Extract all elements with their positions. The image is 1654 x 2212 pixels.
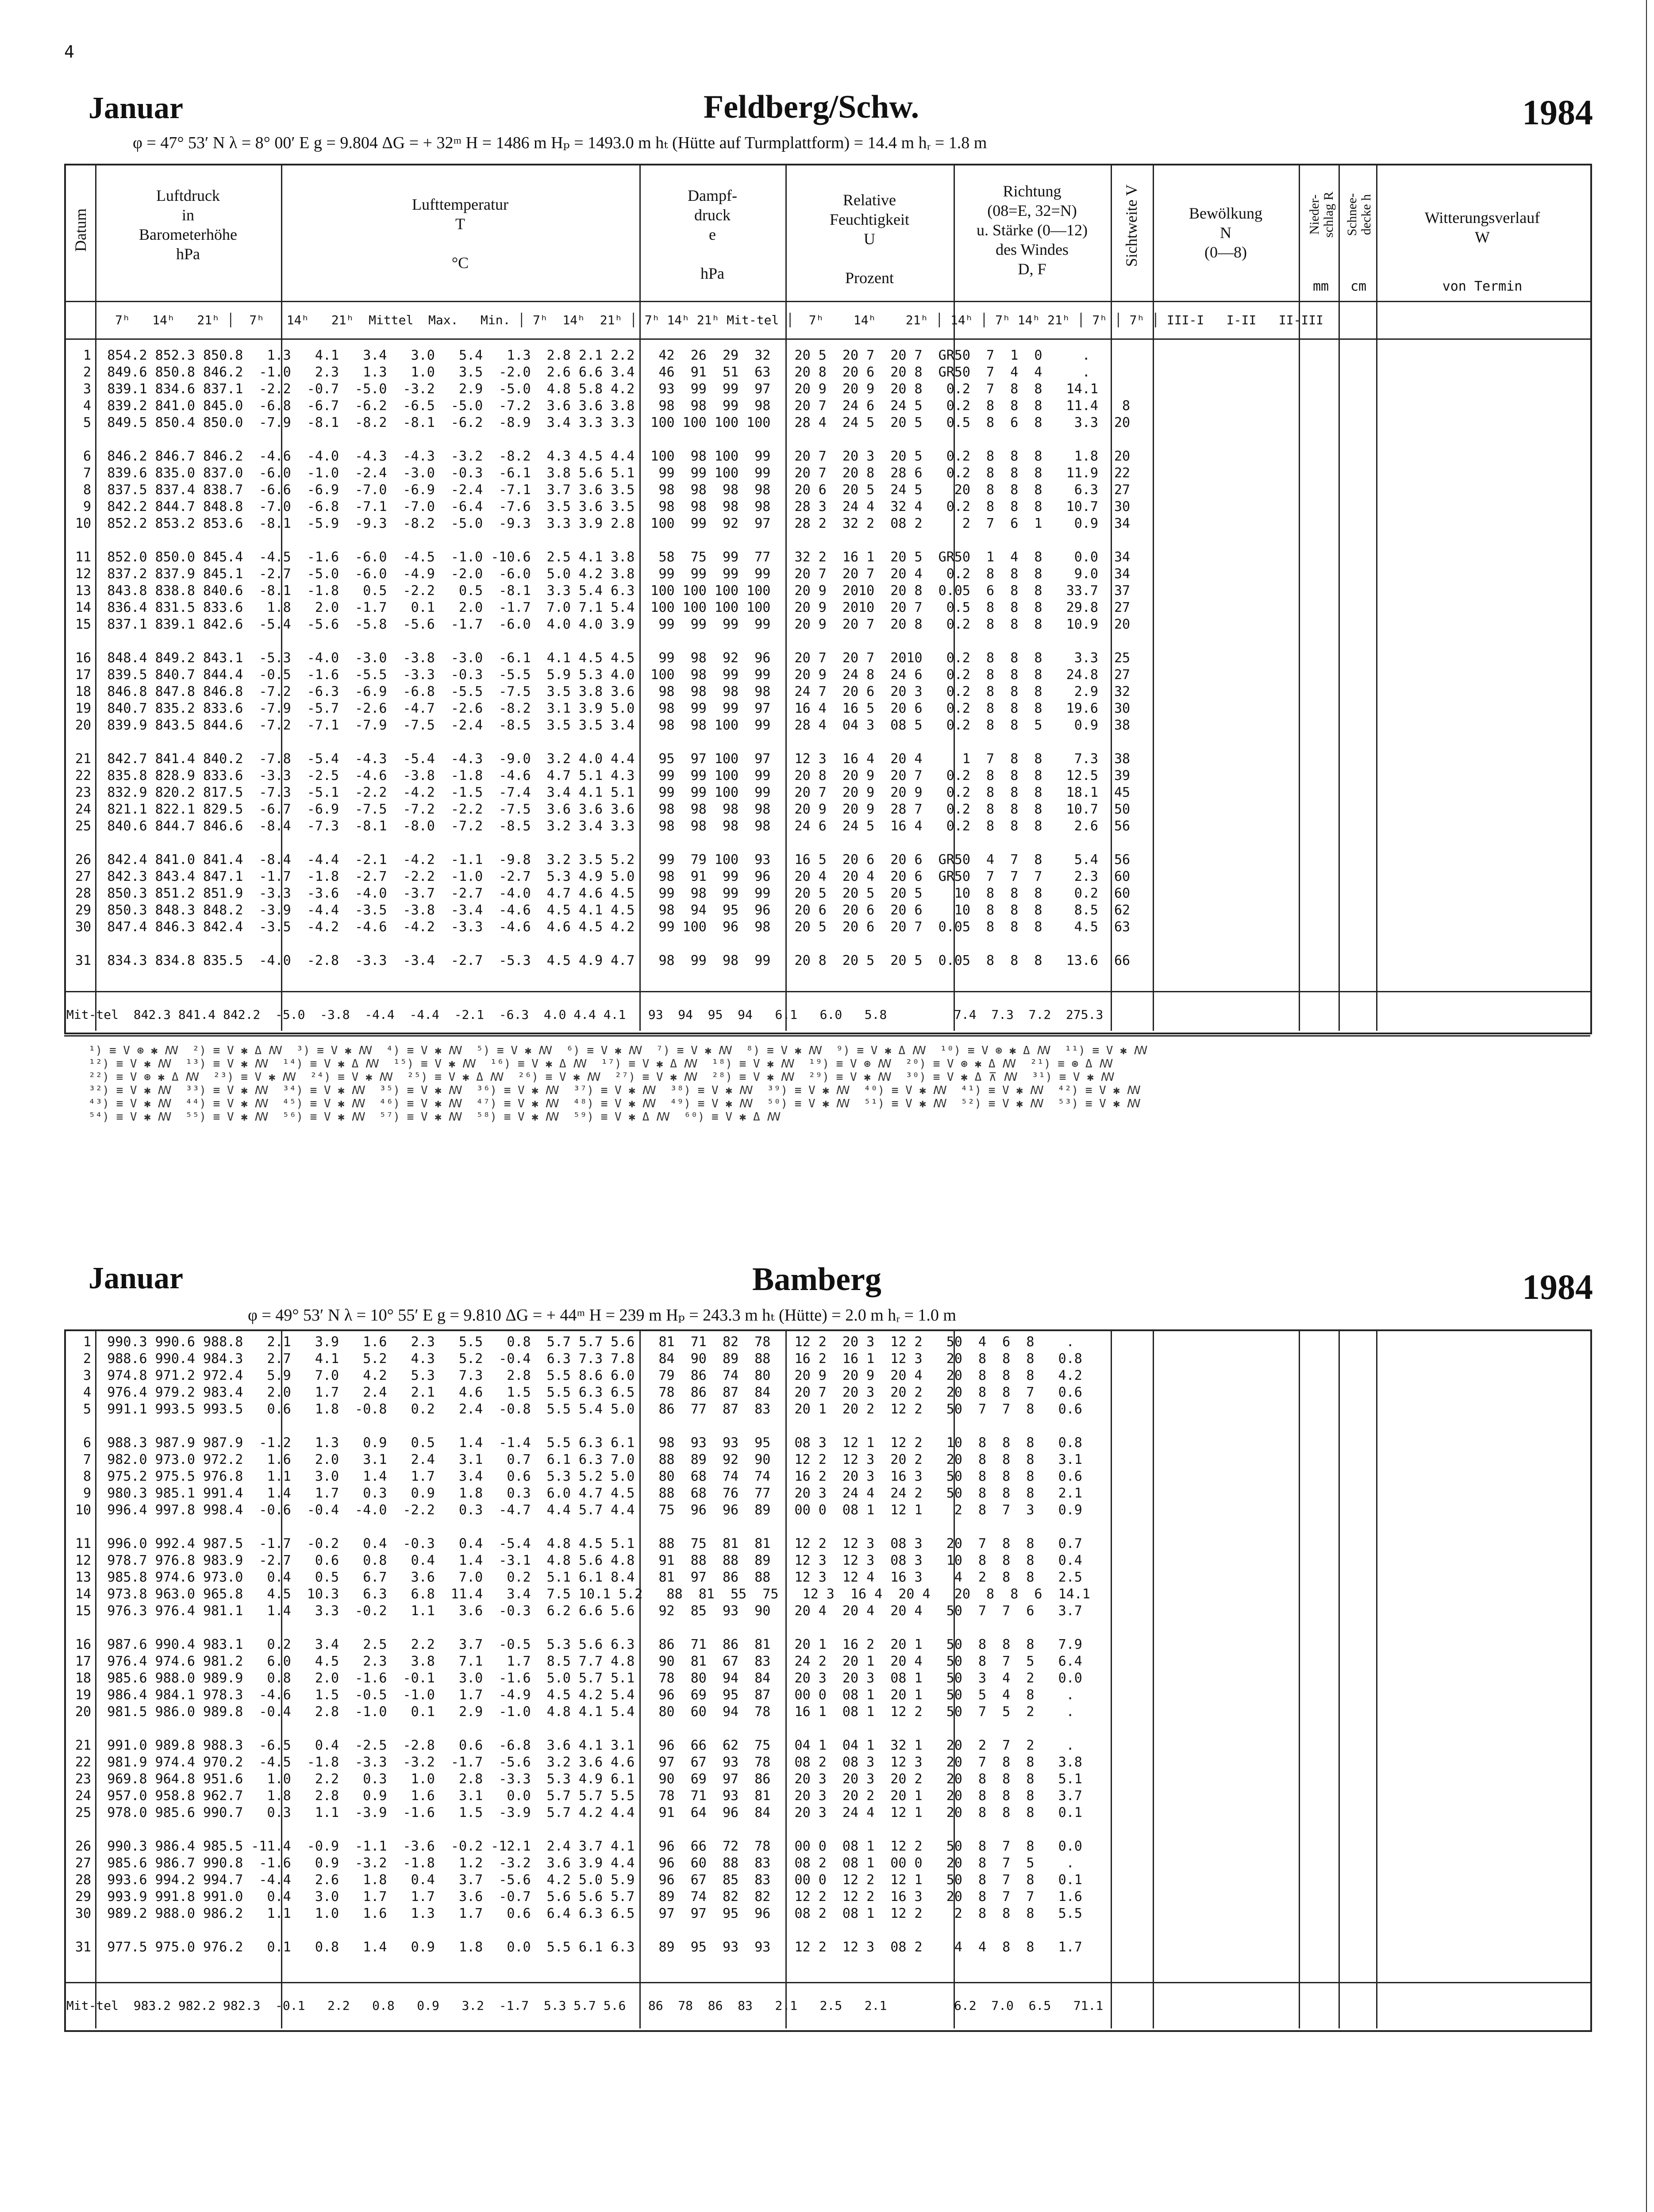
table-row: 3 839.1 834.6 837.1 -2.2 -0.7 -5.0 -3.2 2.9 -5.0 4.8 5.8 4.2 93 99 99 97 20 9 20 9 20 8 0.2 7 8 8 14.1 bbox=[75, 381, 1098, 397]
header-bewoelkung: Bewölkung N (0—8) bbox=[1189, 204, 1262, 261]
table-row bbox=[75, 431, 1130, 448]
table-row: 7 982.0 973.0 972.2 1.6 2.0 3.1 2.4 3.1 0.7 6.1 6.3 7.0 88 89 92 90 12 2 12 3 20 2 20 8 8 8 3.1 bbox=[75, 1452, 1082, 1467]
header-schnee: Schnee- decke h bbox=[1345, 193, 1373, 236]
feldberg-header-line bbox=[64, 301, 1590, 302]
feldberg-year: 1984 bbox=[1522, 93, 1593, 132]
unit-cm: cm bbox=[1350, 279, 1367, 294]
table-row: 27 985.6 986.7 990.8 -1.6 0.9 -3.2 -1.8 1.2 -3.2 3.6 3.9 4.4 96 60 88 83 08 2 08 1 00 0 20 8 7 5 . bbox=[75, 1855, 1074, 1871]
table-row: 12 837.2 837.9 845.1 -2.7 -5.0 -6.0 -4.9 -2.0 -6.0 5.0 4.2 3.8 99 99 99 99 20 7 20 7 20 4 0.2 8 8 8 9.0 34 bbox=[75, 566, 1131, 582]
table-row: 23 969.8 964.8 951.6 1.0 2.2 0.3 1.0 2.8 -3.3 5.3 4.9 6.1 90 69 97 86 20 3 20 3 20 2 20 8 8 8 5.1 bbox=[75, 1771, 1082, 1787]
table-row: 23 832.9 820.2 817.5 -7.3 -5.1 -2.2 -4.2 -1.5 -7.4 3.4 4.1 5.1 99 99 100 99 20 7 20 9 20 9 0.2 8 8 8 18.1 45 bbox=[75, 785, 1131, 800]
footnote-line: ¹²) ≡ V ✱ ꟿ ¹³) ≡ V ✱ ꟿ ¹⁴) ≡ V ✱ Δ ꟿ ¹⁵) ≡ V ✱ ꟿ ¹⁶) ≡ V ✱ Δ ꟿ ¹⁷) ≡ V ✱ Δ ꟿ ¹⁸) ≡ V ✱ ꟿ ¹⁹) ≡ V ⊛ ꟿ ²⁰) ≡ V ⊛ ✱ Δ ꟿ ²¹) ≡ ⊛ Δ ꟿ bbox=[88, 1057, 1113, 1071]
table-row bbox=[75, 1418, 1090, 1435]
table-row: 6 846.2 846.7 846.2 -4.6 -4.0 -4.3 -4.3 -3.2 -8.2 4.3 4.5 4.4 100 98 100 99 20 7 20 3 20 5 0.2 8 8 8 1.8 20 bbox=[75, 449, 1131, 464]
header-sicht: Sichtweite V bbox=[1123, 184, 1140, 267]
table-row: 13 985.8 974.6 973.0 0.4 0.5 6.7 3.6 7.0 0.2 5.1 6.1 8.4 81 97 86 88 12 3 12 4 16 3 4 2 8 8 2.5 bbox=[75, 1570, 1082, 1585]
table-row: 1 854.2 852.3 850.8 1.3 4.1 3.4 3.0 5.4 1.3 2.8 2.1 2.2 42 26 29 32 20 5 20 7 20 7 GR50 7 1 0 . bbox=[75, 348, 1090, 363]
col-sep bbox=[1376, 1329, 1377, 2028]
table-row: 10 852.2 853.2 853.6 -8.1 -5.9 -9.3 -8.2 -5.0 -9.3 3.3 3.9 2.8 100 99 92 97 28 2 32 2 08 2 2 7 6 1 0.9 34 bbox=[75, 516, 1131, 531]
col-sep bbox=[1299, 1329, 1300, 2028]
footnote-line: ¹) ≡ V ⊛ ✱ ꟿ ²) ≡ V ✱ Δ ꟿ ³) ≡ V ✱ ꟿ ⁴) ≡ V ✱ ꟿ ⁵) ≡ V ✱ ꟿ ⁶) ≡ V ✱ ꟿ ⁷) ≡ V ✱ ꟿ ⁸) ≡ V ✱ ꟿ ⁹) ≡ V ✱ Δ ꟿ ¹⁰) ≡ V ⊛ ✱ Δ ꟿ ¹¹) ≡ V ✱ ꟿ bbox=[88, 1044, 1148, 1057]
table-row: 11 852.0 850.0 845.4 -4.5 -1.6 -6.0 -4.5 -1.0 -10.6 2.5 4.1 3.8 58 75 99 77 32 2 16 1 20 5 GR50 1 4 8 0.0 34 bbox=[75, 549, 1131, 565]
table-row: 5 849.5 850.4 850.0 -7.9 -8.1 -8.2 -8.1 -6.2 -8.9 3.4 3.3 3.3 100 100 100 100 28 4 24 5 20 5 0.5 8 6 8 3.3 20 bbox=[75, 415, 1131, 430]
header-wetter: Witterungsverlauf W bbox=[1424, 209, 1540, 246]
table-row: 5 991.1 993.5 993.5 0.6 1.8 -0.8 0.2 2.4 -0.8 5.5 5.4 5.0 86 77 87 83 20 1 20 2 12 2 50 7 7 8 0.6 bbox=[75, 1402, 1082, 1417]
unit-mm: mm bbox=[1312, 279, 1329, 294]
table-row bbox=[75, 835, 1130, 852]
table-row: 11 996.0 992.4 987.5 -1.7 -0.2 0.4 -0.3 0.4 -5.4 4.8 4.5 5.1 88 75 81 81 12 2 12 3 08 3 20 7 8 8 0.7 bbox=[75, 1536, 1082, 1551]
page-edge-line bbox=[1646, 0, 1647, 2212]
col-sep bbox=[1339, 1329, 1340, 2028]
feldberg-footnote-line bbox=[64, 1035, 1590, 1037]
table-row: 2 988.6 990.4 984.3 2.7 4.1 5.2 4.3 5.2 -0.4 6.3 7.3 7.8 84 90 89 88 16 2 16 1 12 3 20 8 8 8 0.8 bbox=[75, 1351, 1082, 1367]
page-number: 4 bbox=[64, 42, 74, 61]
footnote-line: ⁴³) ≡ V ✱ ꟿ ⁴⁴) ≡ V ✱ ꟿ ⁴⁵) ≡ V ✱ ꟿ ⁴⁶) ≡ V ✱ ꟿ ⁴⁷) ≡ V ✱ ꟿ ⁴⁸) ≡ V ✱ ꟿ ⁴⁹) ≡ V ✱ ꟿ ⁵⁰) ≡ V ✱ ꟿ ⁵¹) ≡ V ✱ ꟿ ⁵²) ≡ V ✱ ꟿ ⁵³) ≡ V ✱ ꟿ bbox=[88, 1097, 1141, 1110]
table-row: 19 986.4 984.1 978.3 -4.6 1.5 -0.5 -1.0 1.7 -4.9 4.5 4.2 5.4 96 69 95 87 00 0 08 1 20 1 50 5 4 8 . bbox=[75, 1687, 1074, 1703]
feldberg-footnotes bbox=[88, 1044, 1148, 1124]
table-row: 7 839.6 835.0 837.0 -6.0 -1.0 -2.4 -3.0 -0.3 -6.1 3.8 5.6 5.1 99 99 100 99 20 7 20 8 28 6 0.2 8 8 8 11.9 22 bbox=[75, 465, 1131, 481]
feldberg-station: Feldberg/Schw. bbox=[704, 89, 919, 125]
header-feucht: Relative Feuchtigkeit U Prozent bbox=[830, 191, 909, 287]
header-wind: Richtung (08=E, 32=N) u. Stärke (0—12) des Windes D, F bbox=[977, 182, 1088, 278]
table-row bbox=[75, 734, 1130, 751]
von-termin: von Termin bbox=[1442, 279, 1523, 294]
bamberg-year: 1984 bbox=[1522, 1268, 1593, 1307]
bamberg-station: Bamberg bbox=[752, 1261, 881, 1298]
table-row bbox=[75, 1620, 1090, 1636]
table-row: 22 981.9 974.4 970.2 -4.5 -1.8 -3.3 -3.2 -1.7 -5.6 3.2 3.6 4.6 97 67 93 78 08 2 08 3 12 3 20 7 8 8 3.8 bbox=[75, 1755, 1082, 1770]
footnote-line: ⁵⁴) ≡ V ✱ ꟿ ⁵⁵) ≡ V ✱ ꟿ ⁵⁶) ≡ V ✱ ꟿ ⁵⁷) ≡ V ✱ ꟿ ⁵⁸) ≡ V ✱ ꟿ ⁵⁹) ≡ V ✱ Δ ꟿ ⁶⁰) ≡ V ✱ Δ ꟿ bbox=[88, 1110, 781, 1124]
header-temp: Lufttemperatur T °C bbox=[412, 196, 508, 272]
table-row: 14 973.8 963.0 965.8 4.5 10.3 6.3 6.8 11.4 3.4 7.5 10.1 5.2 88 81 55 75 12 3 16 4 20 4 20 8 8 6 14.1 bbox=[75, 1586, 1090, 1602]
table-row: 25 840.6 844.7 846.6 -8.4 -7.3 -8.1 -8.0 -7.2 -8.5 3.2 3.4 3.3 98 98 98 98 24 6 24 5 16 4 0.2 8 8 8 2.6 56 bbox=[75, 818, 1131, 834]
table-row: 30 989.2 988.0 986.2 1.1 1.0 1.6 1.3 1.7 0.6 6.4 6.3 6.5 97 97 95 96 08 2 08 1 12 2 2 8 8 8 5.5 bbox=[75, 1906, 1082, 1921]
table-row: 17 976.4 974.6 981.2 6.0 4.5 2.3 3.8 7.1 1.7 8.5 7.7 4.8 90 81 67 83 24 2 20 1 20 4 50 8 7 5 6.4 bbox=[75, 1654, 1082, 1669]
table-row: 21 991.0 989.8 988.3 -6.5 0.4 -2.5 -2.8 0.6 -6.8 3.6 4.1 3.1 96 66 62 75 04 1 04 1 32 1 20 2 7 2 . bbox=[75, 1738, 1074, 1753]
table-row: 20 981.5 986.0 989.8 -0.4 2.8 -1.0 0.1 2.9 -1.0 4.8 4.1 5.4 80 60 94 78 16 1 08 1 12 2 50 7 5 2 . bbox=[75, 1704, 1074, 1720]
feldberg-mittel: Mit-tel 842.3 841.4 842.2 -5.0 -3.8 -4.4 -4.4 -2.1 -6.3 4.0 4.4 4.1 93 94 95 94 6.1 6.0 5.8 7.4 7.3 7.2 275.3 bbox=[66, 1007, 1104, 1022]
feldberg-month: Januar bbox=[88, 91, 183, 125]
table-row: 15 976.3 976.4 981.1 1.4 3.3 -0.2 1.1 3.6 -0.3 6.2 6.6 5.6 92 85 93 90 20 4 20 4 20 4 50 7 7 6 3.7 bbox=[75, 1603, 1082, 1619]
header-dampf: Dampf- druck e hPa bbox=[688, 187, 737, 282]
table-row: 21 842.7 841.4 840.2 -7.8 -5.4 -4.3 -5.4 -4.3 -9.0 3.2 4.0 4.4 95 97 100 97 12 3 16 4 20 4 1 7 8 8 7.3 38 bbox=[75, 751, 1131, 767]
table-row: 24 957.0 958.8 962.7 1.8 2.8 0.9 1.6 3.1 0.0 5.7 5.7 5.5 78 71 93 81 20 3 20 2 20 1 20 8 8 8 3.7 bbox=[75, 1788, 1082, 1804]
bamberg-meta: φ = 49° 53′ N λ = 10° 55′ E g = 9.810 ΔG = + 44ᵐ H = 239 m Hₚ = 243.3 m hₜ (Hütte) = 2.0 m hᵣ = 1.0 m bbox=[248, 1306, 956, 1325]
col-sep bbox=[1153, 1329, 1154, 2028]
table-row: 6 988.3 987.9 987.9 -1.2 1.3 0.9 0.5 1.4 -1.4 5.5 6.3 6.1 98 93 93 95 08 3 12 1 12 2 10 8 8 8 0.8 bbox=[75, 1435, 1082, 1451]
header-nieder: Nieder- schlag R bbox=[1307, 191, 1336, 238]
table-row: 13 843.8 838.8 840.6 -8.1 -1.8 0.5 -2.2 0.5 -8.1 3.3 5.4 6.3 100 100 100 100 20 9 2010 20 8 0.05 6 8 8 33.7 37 bbox=[75, 583, 1131, 599]
table-row: 4 839.2 841.0 845.0 -6.8 -6.7 -6.2 -6.5 -5.0 -7.2 3.6 3.6 3.8 98 98 99 98 20 7 24 6 24 5 0.2 8 8 8 11.4 8 bbox=[75, 398, 1131, 414]
feldberg-subheaders: 7ʰ 14ʰ 21ʰ │ 7ʰ 14ʰ 21ʰ Mittel Max. Min. │ 7ʰ 14ʰ 21ʰ │ 7ʰ 14ʰ 21ʰ Mit-tel │ 7ʰ 14ʰ 21ʰ │ 14ʰ │ 7ʰ 14ʰ 21ʰ │ 7ʰ │ 7ʰ │ III-I I-II II-III bbox=[115, 313, 1323, 327]
feldberg-meta: φ = 47° 53′ N λ = 8° 00′ E g = 9.804 ΔG = + 32ᵐ H = 1486 m Hₚ = 1493.0 m hₜ (Hütte auf Turmplattform) = 14.4 m hᵣ = 1.8 m bbox=[133, 134, 987, 152]
feldberg-rows bbox=[75, 347, 1130, 969]
table-row: 8 837.5 837.4 838.7 -6.6 -6.9 -7.0 -6.9 -2.4 -7.1 3.7 3.6 3.5 98 98 98 98 20 6 20 5 24 5 20 8 8 8 6.3 27 bbox=[75, 482, 1131, 498]
bamberg-mittel-line bbox=[64, 1982, 1590, 1983]
feldberg-mittel-line bbox=[64, 991, 1590, 992]
table-row bbox=[75, 936, 1130, 952]
table-row: 18 846.8 847.8 846.8 -7.2 -6.3 -6.9 -6.8 -5.5 -7.5 3.5 3.8 3.6 98 98 98 98 24 7 20 6 20 3 0.2 8 8 8 2.9 32 bbox=[75, 684, 1131, 699]
table-row: 26 842.4 841.0 841.4 -8.4 -4.4 -2.1 -4.2 -1.1 -9.8 3.2 3.5 5.2 99 79 100 93 16 5 20 6 20 6 GR50 4 7 8 5.4 56 bbox=[75, 852, 1131, 868]
table-row: 8 975.2 975.5 976.8 1.1 3.0 1.4 1.7 3.4 0.6 5.3 5.2 5.0 80 68 74 74 16 2 20 3 16 3 50 8 8 8 0.6 bbox=[75, 1469, 1082, 1484]
col-sep bbox=[1299, 164, 1300, 1031]
col-sep bbox=[1153, 164, 1154, 1031]
header-luftdruck: Luftdruck in Barometerhöhe hPa bbox=[139, 187, 237, 263]
table-row: 26 990.3 986.4 985.5 -11.4 -0.9 -1.1 -3.6 -0.2 -12.1 2.4 3.7 4.1 96 66 72 78 00 0 08 1 12 2 50 8 7 8 0.0 bbox=[75, 1839, 1082, 1854]
table-row: 31 977.5 975.0 976.2 0.1 0.8 1.4 0.9 1.8 0.0 5.5 6.1 6.3 89 95 93 93 12 2 12 3 08 2 4 4 8 8 1.7 bbox=[75, 1939, 1082, 1955]
table-row: 9 842.2 844.7 848.8 -7.0 -6.8 -7.1 -7.0 -6.4 -7.6 3.5 3.6 3.5 98 98 98 98 28 3 24 4 32 4 0.2 8 8 8 10.7 30 bbox=[75, 499, 1131, 515]
table-row: 18 985.6 988.0 989.9 0.8 2.0 -1.6 -0.1 3.0 -1.6 5.0 5.7 5.1 78 80 94 84 20 3 20 3 08 1 50 3 4 2 0.0 bbox=[75, 1671, 1082, 1686]
table-row: 19 840.7 835.2 833.6 -7.9 -5.7 -2.6 -4.7 -2.6 -8.2 3.1 3.9 5.0 98 99 99 97 16 4 16 5 20 6 0.2 8 8 8 19.6 30 bbox=[75, 701, 1131, 716]
header-datum: Datum bbox=[72, 208, 89, 252]
bamberg-month: Januar bbox=[88, 1261, 183, 1295]
table-row: 9 980.3 985.1 991.4 1.4 1.7 0.3 0.9 1.8 0.3 6.0 4.7 4.5 88 68 76 77 20 3 24 4 24 2 50 8 8 8 2.1 bbox=[75, 1486, 1082, 1501]
table-row: 28 993.6 994.2 994.7 -4.4 2.6 1.8 0.4 3.7 -5.6 4.2 5.0 5.9 96 67 85 83 00 0 12 2 12 1 50 8 7 8 0.1 bbox=[75, 1872, 1082, 1888]
table-row: 29 850.3 848.3 848.2 -3.9 -4.4 -3.5 -3.8 -3.4 -4.6 4.5 4.1 4.5 98 94 95 96 20 6 20 6 20 6 10 8 8 8 8.5 62 bbox=[75, 902, 1131, 918]
table-row: 4 976.4 979.2 983.4 2.0 1.7 2.4 2.1 4.6 1.5 5.5 6.3 6.5 78 86 87 84 20 7 20 3 20 2 20 8 8 7 0.6 bbox=[75, 1385, 1082, 1400]
table-row: 15 837.1 839.1 842.6 -5.4 -5.6 -5.8 -5.6 -1.7 -6.0 4.0 4.0 3.9 99 99 99 99 20 9 20 7 20 8 0.2 8 8 8 10.9 20 bbox=[75, 617, 1131, 632]
table-row: 3 974.8 971.2 972.4 5.9 7.0 4.2 5.3 7.3 2.8 5.5 8.6 6.0 79 86 74 80 20 9 20 9 20 4 20 8 8 8 4.2 bbox=[75, 1368, 1082, 1383]
table-row: 10 996.4 997.8 998.4 -0.6 -0.4 -4.0 -2.2 0.3 -4.7 4.4 5.7 4.4 75 96 96 89 00 0 08 1 12 1 2 8 7 3 0.9 bbox=[75, 1502, 1082, 1518]
table-row: 25 978.0 985.6 990.7 0.3 1.1 -3.9 -1.6 1.5 -3.9 5.7 4.2 4.4 91 64 96 84 20 3 24 4 12 1 20 8 8 8 0.1 bbox=[75, 1805, 1082, 1820]
table-row bbox=[75, 1821, 1090, 1838]
table-row: 27 842.3 843.4 847.1 -1.7 -1.8 -2.7 -2.2 -1.0 -2.7 5.3 4.9 5.0 98 91 99 96 20 4 20 4 20 6 GR50 7 7 7 2.3 60 bbox=[75, 869, 1131, 884]
bamberg-rows bbox=[75, 1334, 1090, 1956]
col-sep bbox=[1376, 164, 1377, 1031]
table-row: 17 839.5 840.7 844.4 -0.5 -1.6 -5.5 -3.3 -0.3 -5.5 5.9 5.3 4.0 100 98 99 99 20 9 24 8 24 6 0.2 8 8 8 24.8 27 bbox=[75, 667, 1131, 683]
table-row: 20 839.9 843.5 844.6 -7.2 -7.1 -7.9 -7.5 -2.4 -8.5 3.5 3.5 3.4 98 98 100 99 28 4 04 3 08 5 0.2 8 8 5 0.9 38 bbox=[75, 718, 1131, 733]
table-row: 24 821.1 822.1 829.5 -6.7 -6.9 -7.5 -7.2 -2.2 -7.5 3.6 3.6 3.6 98 98 98 98 20 9 20 9 28 7 0.2 8 8 8 10.7 50 bbox=[75, 802, 1131, 817]
table-row: 22 835.8 828.9 833.6 -3.3 -2.5 -4.6 -3.8 -1.8 -4.6 4.7 5.1 4.3 99 99 100 99 20 8 20 9 20 7 0.2 8 8 8 12.5 39 bbox=[75, 768, 1131, 783]
table-row: 14 836.4 831.5 833.6 1.8 2.0 -1.7 0.1 2.0 -1.7 7.0 7.1 5.4 100 100 100 100 20 9 2010 20 7 0.5 8 8 8 29.8 27 bbox=[75, 600, 1131, 615]
bamberg-mittel: Mit-tel 983.2 982.2 982.3 -0.1 2.2 0.8 0.9 3.2 -1.7 5.3 5.7 5.6 86 78 86 83 2.1 2.5 2.1 6.2 7.0 6.5 71.1 bbox=[66, 1998, 1104, 2013]
table-row bbox=[75, 1720, 1090, 1737]
feldberg-subheader-line bbox=[64, 338, 1590, 340]
col-sep bbox=[1111, 1329, 1112, 2028]
table-row: 16 987.6 990.4 983.1 0.2 3.4 2.5 2.2 3.7 -0.5 5.3 5.6 6.3 86 71 86 81 20 1 16 2 20 1 50 8 8 8 7.9 bbox=[75, 1637, 1082, 1652]
footnote-line: ³²) ≡ V ✱ ꟿ ³³) ≡ V ✱ ꟿ ³⁴) ≡ V ✱ ꟿ ³⁵) ≡ V ✱ ꟿ ³⁶) ≡ V ✱ ꟿ ³⁷) ≡ V ✱ ꟿ ³⁸) ≡ V ✱ ꟿ ³⁹) ≡ V ✱ ꟿ ⁴⁰) ≡ V ✱ ꟿ ⁴¹) ≡ V ✱ ꟿ ⁴²) ≡ V ✱ ꟿ bbox=[88, 1084, 1141, 1097]
table-row bbox=[75, 633, 1130, 650]
footnote-line: ²²) ≡ V ⊛ ✱ Δ ꟿ ²³) ≡ V ✱ ꟿ ²⁴) ≡ V ✱ ꟿ ²⁵) ≡ V ✱ Δ ꟿ ²⁶) ≡ V ✱ ꟿ ²⁷) ≡ V ✱ ꟿ ²⁸) ≡ V ✱ ꟿ ²⁹) ≡ V ✱ ꟿ ³⁰) ≡ V ✱ Δ ⊼ ꟿ ³¹) ≡ V ✱ ꟿ bbox=[88, 1071, 1115, 1084]
table-row: 16 848.4 849.2 843.1 -5.3 -4.0 -3.0 -3.8 -3.0 -6.1 4.1 4.5 4.5 99 98 92 96 20 7 20 7 2010 0.2 8 8 8 3.3 25 bbox=[75, 650, 1131, 666]
col-sep bbox=[1339, 164, 1340, 1031]
table-row bbox=[75, 1922, 1090, 1939]
table-row: 30 847.4 846.3 842.4 -3.5 -4.2 -4.6 -4.2 -3.3 -4.6 4.6 4.5 4.2 99 100 96 98 20 5 20 6 20 7 0.05 8 8 8 4.5 63 bbox=[75, 919, 1131, 935]
table-row: 29 993.9 991.8 991.0 0.4 3.0 1.7 1.7 3.6 -0.7 5.6 5.6 5.7 89 74 82 82 12 2 12 2 16 3 20 8 7 7 1.6 bbox=[75, 1889, 1082, 1905]
table-row: 2 849.6 850.8 846.2 -1.0 2.3 1.3 1.0 3.5 -2.0 2.6 6.6 3.4 46 91 51 63 20 8 20 6 20 8 GR50 7 4 4 . bbox=[75, 365, 1090, 380]
table-row: 28 850.3 851.2 851.9 -3.3 -3.6 -4.0 -3.7 -2.7 -4.0 4.7 4.6 4.5 99 98 99 99 20 5 20 5 20 5 10 8 8 8 0.2 60 bbox=[75, 886, 1131, 901]
table-row bbox=[75, 1519, 1090, 1536]
table-row: 31 834.3 834.8 835.5 -4.0 -2.8 -3.3 -3.4 -2.7 -5.3 4.5 4.9 4.7 98 99 98 99 20 8 20 5 20 5 0.05 8 8 8 13.6 66 bbox=[75, 953, 1131, 968]
table-row: 12 978.7 976.8 983.9 -2.7 0.6 0.8 0.4 1.4 -3.1 4.8 5.6 4.8 91 88 88 89 12 3 12 3 08 3 10 8 8 8 0.4 bbox=[75, 1553, 1082, 1568]
table-row bbox=[75, 532, 1130, 549]
table-row: 1 990.3 990.6 988.8 2.1 3.9 1.6 2.3 5.5 0.8 5.7 5.7 5.6 81 71 82 78 12 2 20 3 12 2 50 4 6 8 . bbox=[75, 1334, 1074, 1350]
